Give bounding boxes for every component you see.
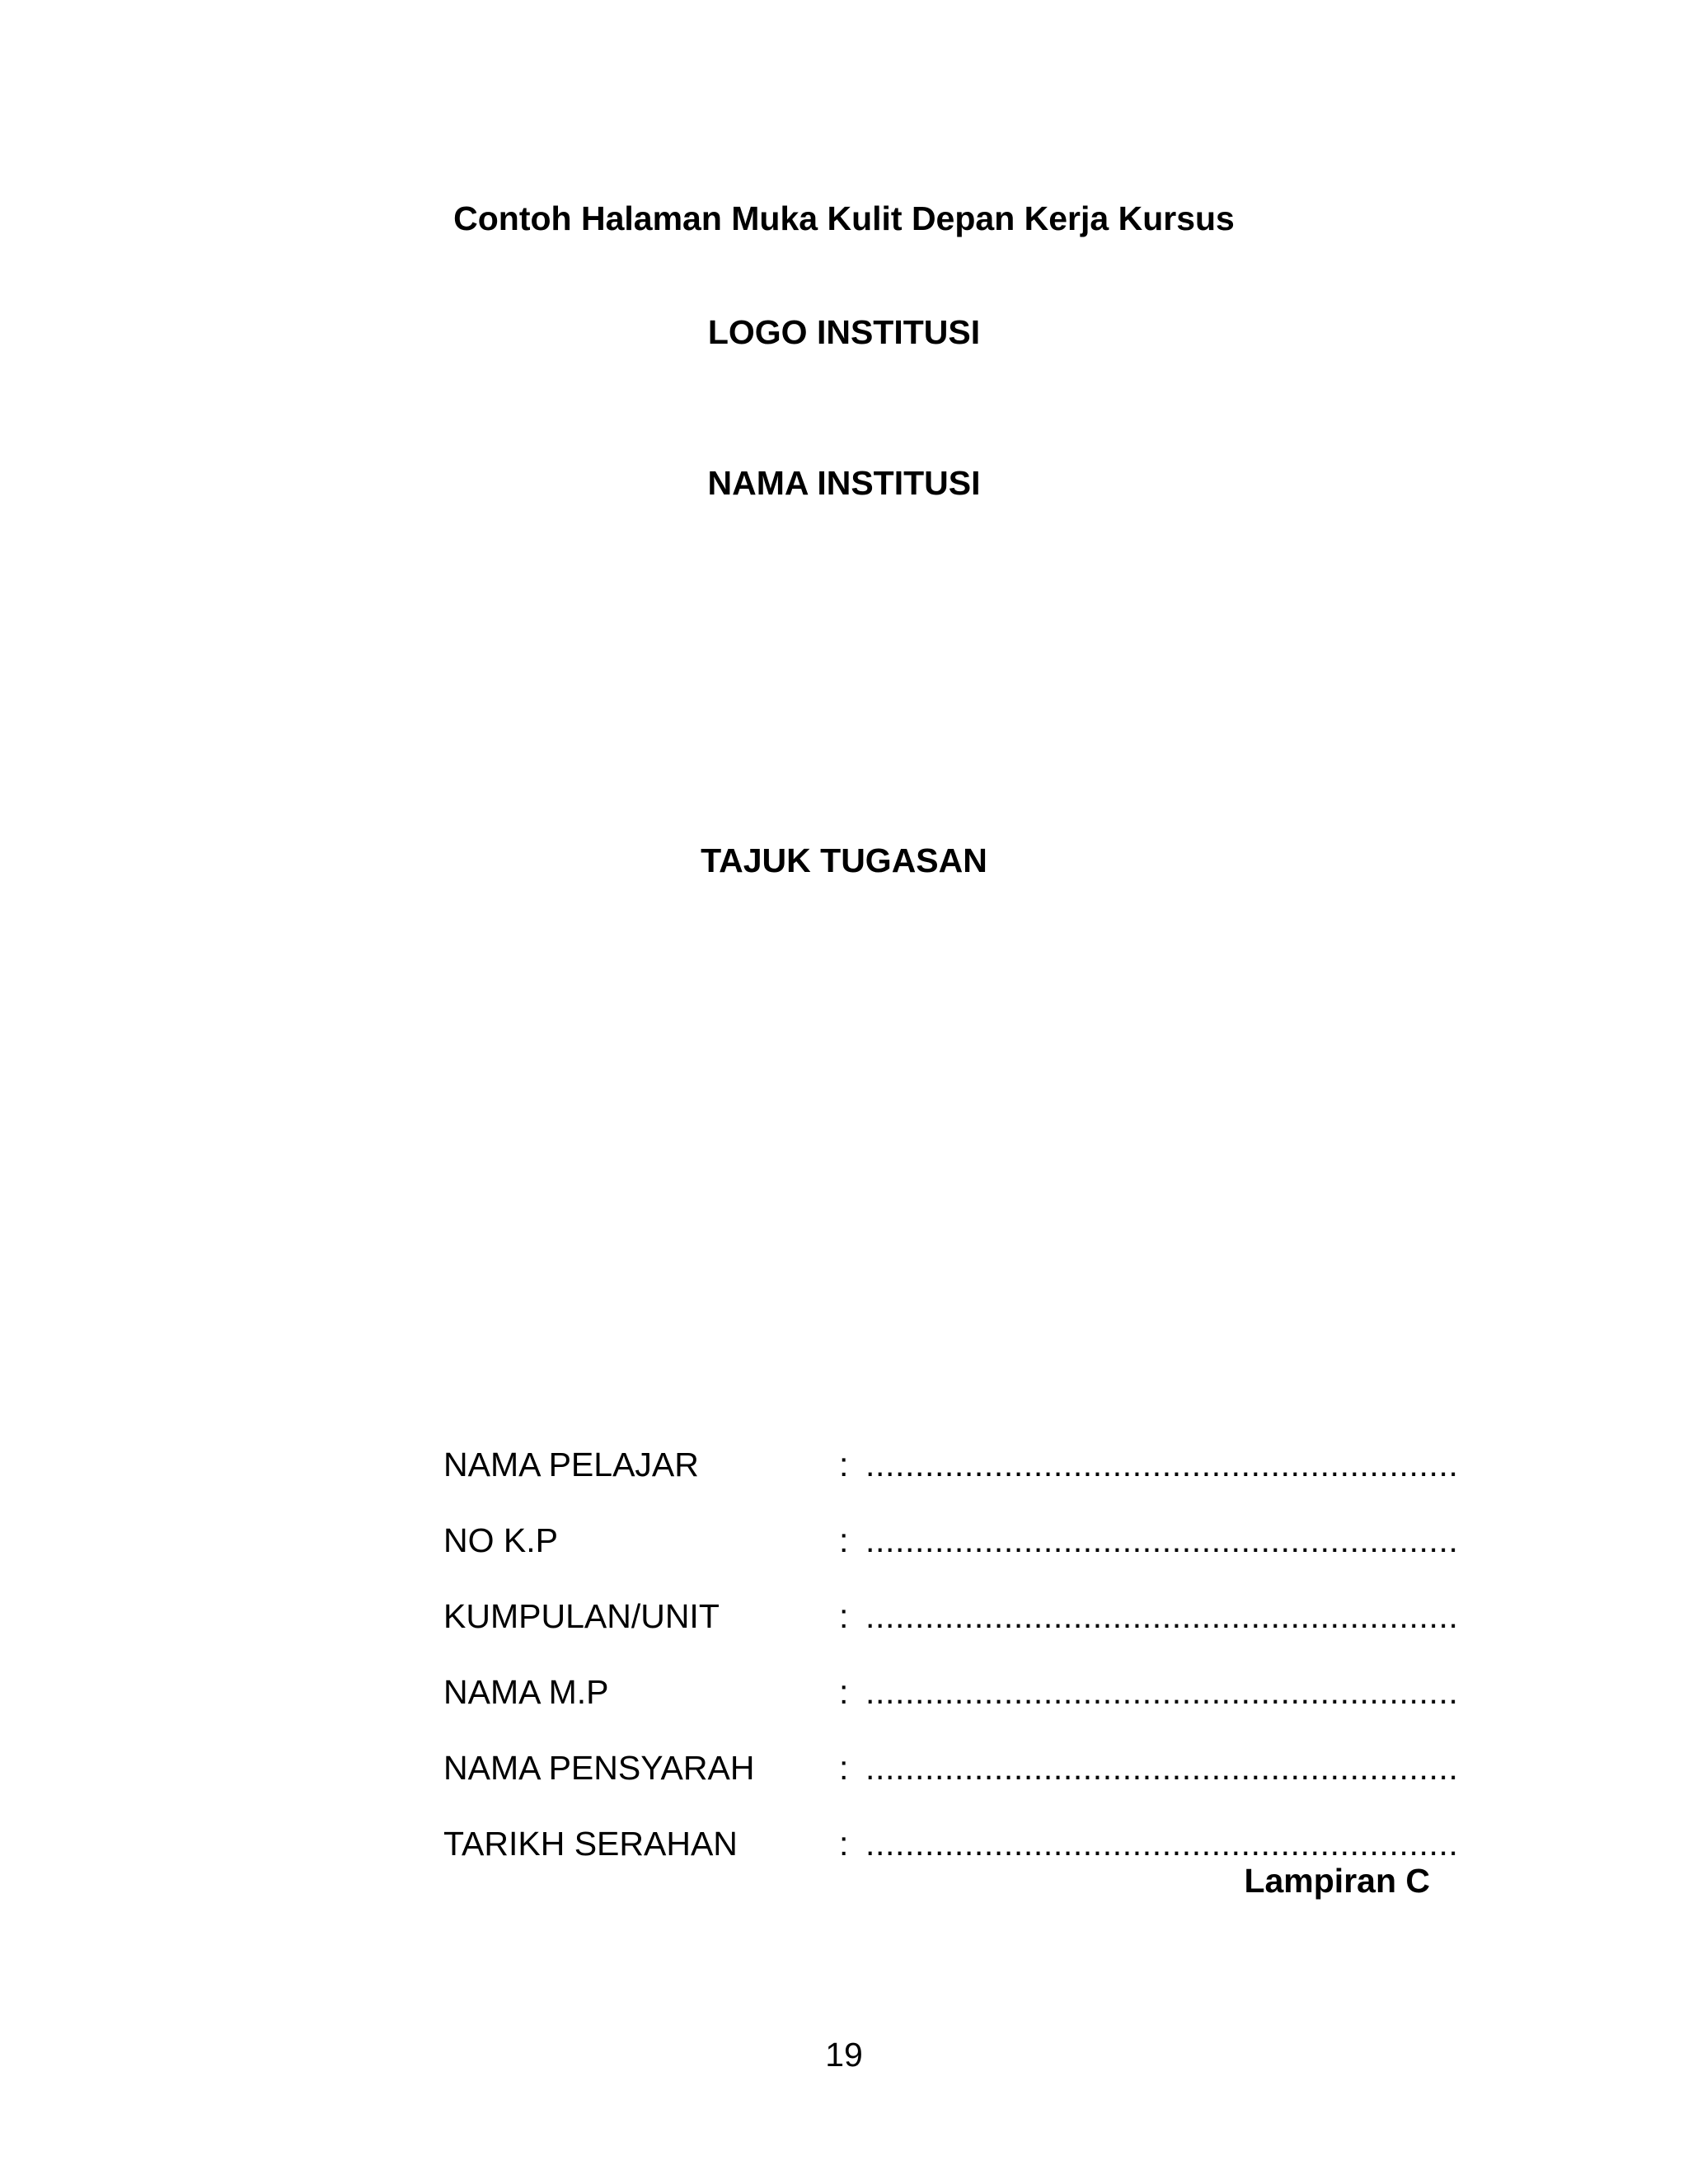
logo-placeholder: LOGO INSTITUSI: [707, 313, 981, 351]
field-ic-number: [443, 1521, 1459, 1600]
field-blank: ............................................................: [865, 1673, 1459, 1711]
cover-details-list: [443, 1446, 1459, 1903]
field-lecturer-name: [443, 1749, 1459, 1827]
institution-name: NAMA INSTITUSI: [707, 464, 981, 502]
field-separator: :: [839, 1825, 849, 1863]
field-blank: ............................................................: [865, 1446, 1459, 1483]
field-label: NAMA PELAJAR: [443, 1446, 699, 1483]
assignment-title: TAJUK TUGASAN: [701, 841, 987, 879]
field-blank: ............................................................: [865, 1597, 1459, 1635]
field-separator: :: [839, 1749, 849, 1787]
field-label: NO K.P: [443, 1521, 558, 1559]
field-student-name: [443, 1446, 1459, 1524]
field-group-unit: [443, 1597, 1459, 1675]
field-blank: ............................................................: [865, 1521, 1459, 1559]
page-number: 19: [825, 2036, 863, 2074]
appendix-label: Lampiran C: [1244, 1862, 1430, 1900]
field-label: NAMA M.P: [443, 1673, 609, 1711]
field-blank: ............................................................: [865, 1825, 1459, 1863]
field-separator: :: [839, 1673, 849, 1711]
field-blank: ............................................................: [865, 1749, 1459, 1787]
page-caption: Contoh Halaman Muka Kulit Depan Kerja Kursus: [453, 199, 1235, 237]
field-subject-name: [443, 1673, 1459, 1751]
field-label: NAMA PENSYARAH: [443, 1749, 755, 1787]
field-label: KUMPULAN/UNIT: [443, 1597, 720, 1635]
field-separator: :: [839, 1446, 849, 1483]
field-separator: :: [839, 1597, 849, 1635]
field-label: TARIKH SERAHAN: [443, 1825, 738, 1863]
field-separator: :: [839, 1521, 849, 1559]
